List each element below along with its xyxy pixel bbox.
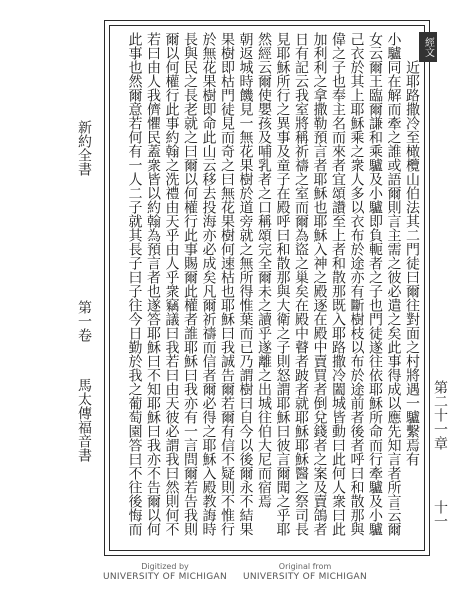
page-number: 十一	[432, 500, 448, 528]
text-column: 朝返城時饑見一無花果樹於道旁就之無所得惟葉而已乃謂樹曰自今以後爾永不結果	[237, 32, 254, 536]
text-column: 於無花果樹即命此山云移去投海亦必成矣凡爾祈禱而信者爾必得之耶穌入殿教誨時	[200, 32, 217, 536]
original-from-label: Original from	[278, 562, 332, 571]
digitized-by-label: Digitized by	[141, 562, 189, 571]
digitized-by	[100, 562, 230, 582]
text-column: 近耶路撒冷至橄欖山伯法其二門徒曰爾往對面之村將遇一驢繫焉有	[404, 60, 420, 466]
original-from	[240, 562, 370, 582]
text-column: 然經云爾使嬰孩及哺乳者之口稱頌完全爾未之讀乎遂離之出城往伯大尼而宿焉	[256, 32, 272, 508]
text-frame-inner	[109, 25, 434, 551]
text-column: 小驢同在解而牽之誰或語爾則言主需之彼必遣之矣此事得成以應先知言者所言云爾	[385, 32, 402, 536]
text-column: 日有記云我室將稱祈禱之室而爾為盜之巢矣在殿中瞽者跛者就耶穌耶穌醫之祭司長	[293, 32, 309, 536]
book-name: 馬太傳福音書	[76, 378, 92, 462]
text-column: 偉之子也奉主名而來者宜頌讚至上者和散那既入耶路撒冷闔城皆動曰此何人衆曰此	[330, 32, 346, 536]
text-column: 若曰由人我儕懼民蓋衆皆以約翰為預言者也遂答耶穌曰不知耶穌曰我亦不告爾以何	[145, 32, 161, 536]
text-column: 見耶穌所行之異事及童子在殿呼曰和散那與大衛之子則怒謂耶穌曰彼言爾聞之乎耶	[274, 32, 291, 536]
book-title: 新約全書	[76, 120, 92, 176]
text-column: 女云爾王臨爾謙和乘驢及小驢即負軛者之子也門徒遂往依耶穌所命而行牽驢及小驢	[367, 32, 383, 536]
text-frame	[104, 20, 434, 556]
footer	[0, 556, 463, 600]
text-column: 果樹即枯門徒見而奇之曰無花果樹何速枯也耶穌曰我誠告爾若爾有信不疑則不惟行	[219, 32, 235, 536]
text-column: 己衣於其上耶穌乘之衆人多以衣布於途亦有斷樹枝以布於途前者後者呼曰和散那與	[348, 32, 365, 536]
original-from-institution: UNIVERSITY OF MICHIGAN	[242, 572, 367, 582]
digitized-by-institution: UNIVERSITY OF MICHIGAN	[102, 572, 227, 582]
section-label: 經文	[419, 32, 437, 62]
text-column: 爾以何權行此事約翰之洗禮由天乎由人乎衆竊議曰我若曰由天彼必謂我曰然則何不	[163, 32, 180, 536]
chapter-number: 第二十一章	[432, 380, 448, 450]
text-column: 加利利之拿撒勒預言者耶穌也耶穌入神之殿逐在殿中賣買者倒兌錢者之案及賣鴿者	[311, 32, 328, 536]
text-column: 長與民之長老就之曰爾以何權行此事賜爾此權者誰耶穌曰我亦有一言問爾若告我則	[182, 32, 198, 536]
chapter-label: 第一卷	[76, 300, 92, 342]
text-column: 此事也然爾意若何有一人二子就其長子曰子往今日勤於我之葡萄園答曰不往後悔而	[126, 32, 143, 536]
